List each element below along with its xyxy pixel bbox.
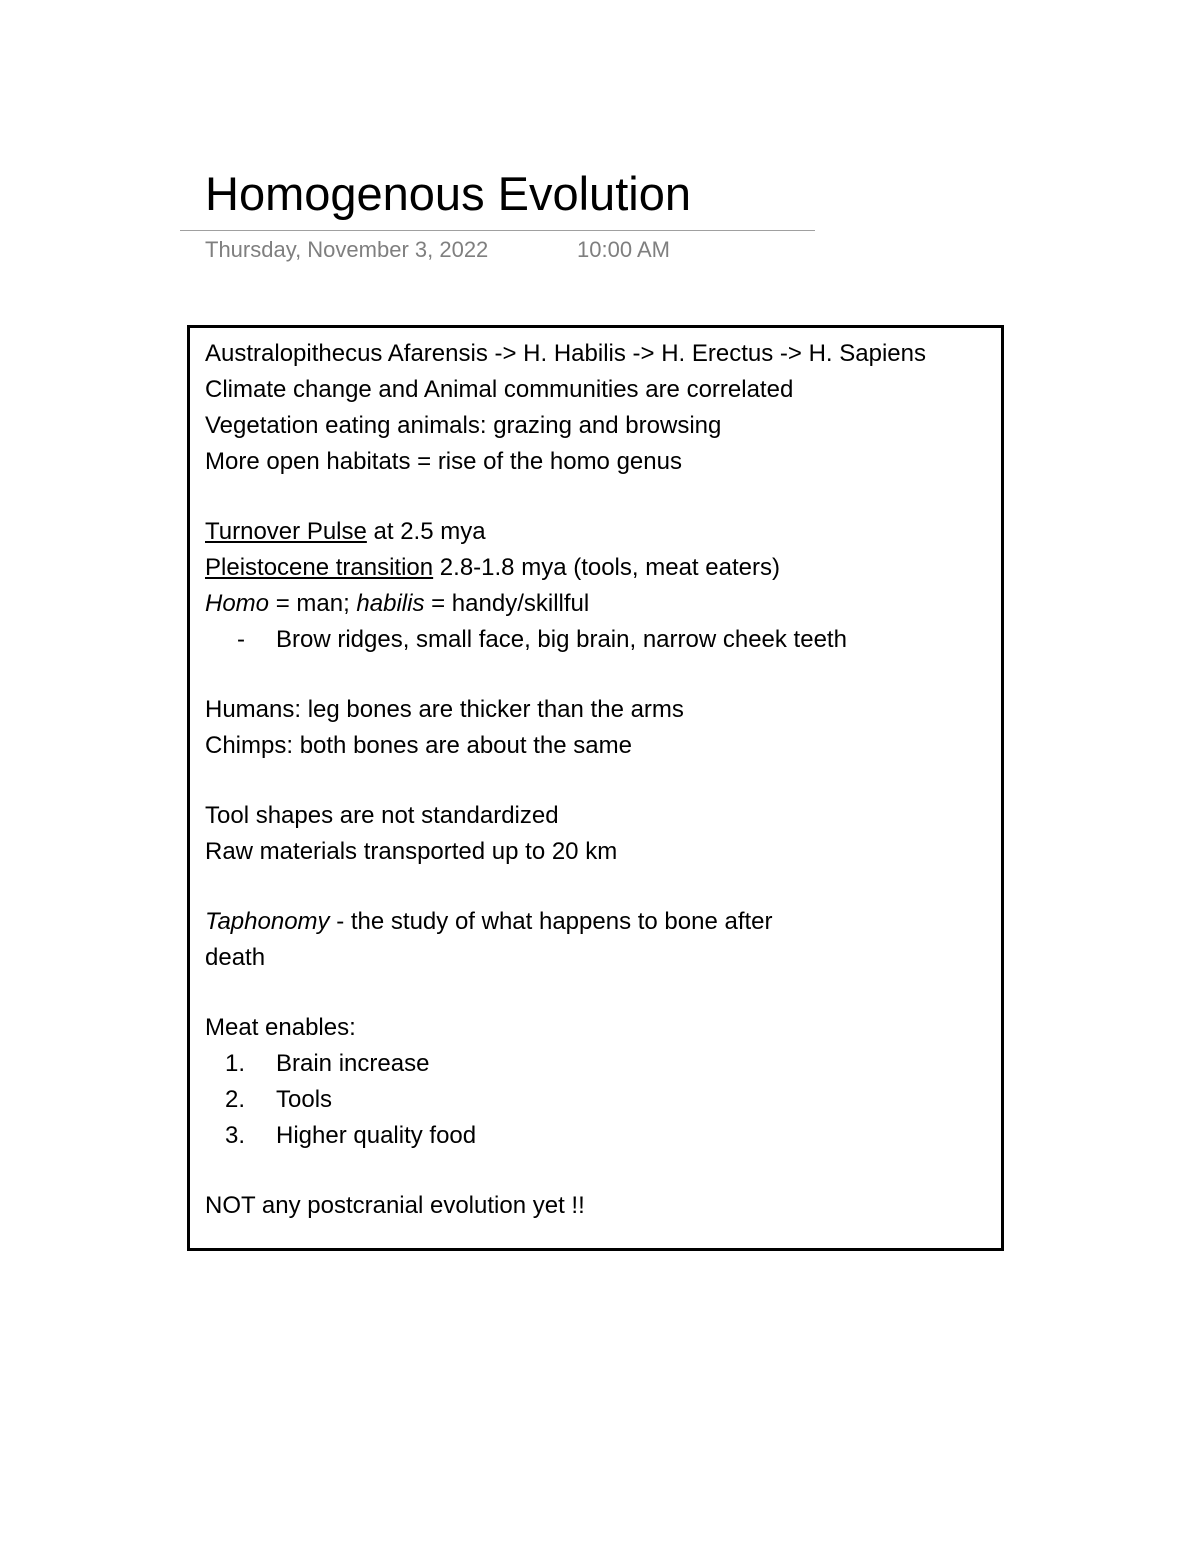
closing-line: NOT any postcranial evolution yet !! [205, 1192, 585, 1219]
pleistocene-term: Pleistocene transition [205, 554, 434, 581]
homo-term: Homo [205, 590, 270, 617]
turnover-term: Turnover Pulse [205, 518, 367, 545]
note-line: More open habitats = rise of the homo genus [205, 448, 682, 475]
taphonomy-term: Taphonomy [205, 908, 330, 935]
page-meta [205, 236, 670, 264]
bullet-marker: - [237, 626, 245, 653]
item-text: Tools [276, 1086, 333, 1113]
paragraph-gap [205, 1154, 995, 1188]
bullet-item [205, 622, 995, 658]
bullet-text: Brow ridges, small face, big brain, narrow cheek teeth [276, 626, 847, 653]
numbered-item [205, 1082, 995, 1118]
page-date: Thursday, November 3, 2022 [205, 237, 489, 262]
item-text: Higher quality food [276, 1122, 477, 1149]
taphonomy-continuation: death [205, 944, 266, 971]
pleistocene-line [205, 550, 995, 586]
homo-meaning: = man; [269, 590, 357, 617]
paragraph-gap [205, 870, 995, 904]
homo-line [205, 586, 995, 622]
numbered-item [205, 1118, 995, 1154]
paragraph-gap [205, 480, 995, 514]
note-line: Tool shapes are not standardized [205, 802, 559, 829]
item-number: 2. [225, 1086, 246, 1113]
note-body[interactable] [205, 336, 995, 1224]
note-line: Humans: leg bones are thicker than the arms [205, 696, 684, 723]
turnover-rest: at 2.5 mya [366, 518, 486, 545]
numbered-item [205, 1046, 995, 1082]
note-line: Australopithecus Afarensis -> H. Habilis -> H. Erectus -> H. Sapiens [205, 340, 926, 367]
pleistocene-rest: 2.8-1.8 mya (tools, meat eaters) [433, 554, 780, 581]
meat-heading: Meat enables: [205, 1014, 356, 1041]
paragraph-gap [205, 658, 995, 692]
note-line: Vegetation eating animals: grazing and browsing [205, 412, 722, 439]
page-time: 10:00 AM [577, 237, 670, 262]
habilis-meaning: = handy/skillful [424, 590, 590, 617]
note-line: Climate change and Animal communities are correlated [205, 376, 794, 403]
taphonomy-definition: - the study of what happens to bone after [329, 908, 773, 935]
note-line: Raw materials transported up to 20 km [205, 838, 618, 865]
paragraph-gap [205, 764, 995, 798]
item-text: Brain increase [276, 1050, 430, 1077]
page-title: Homogenous Evolution [205, 167, 691, 220]
turnover-line [205, 514, 995, 550]
item-number: 1. [225, 1050, 246, 1077]
item-number: 3. [225, 1122, 246, 1149]
habilis-term: habilis [356, 590, 425, 617]
paragraph-gap [205, 976, 995, 1010]
note-line: Chimps: both bones are about the same [205, 732, 632, 759]
taphonomy-line [205, 904, 995, 940]
title-divider [180, 230, 815, 231]
